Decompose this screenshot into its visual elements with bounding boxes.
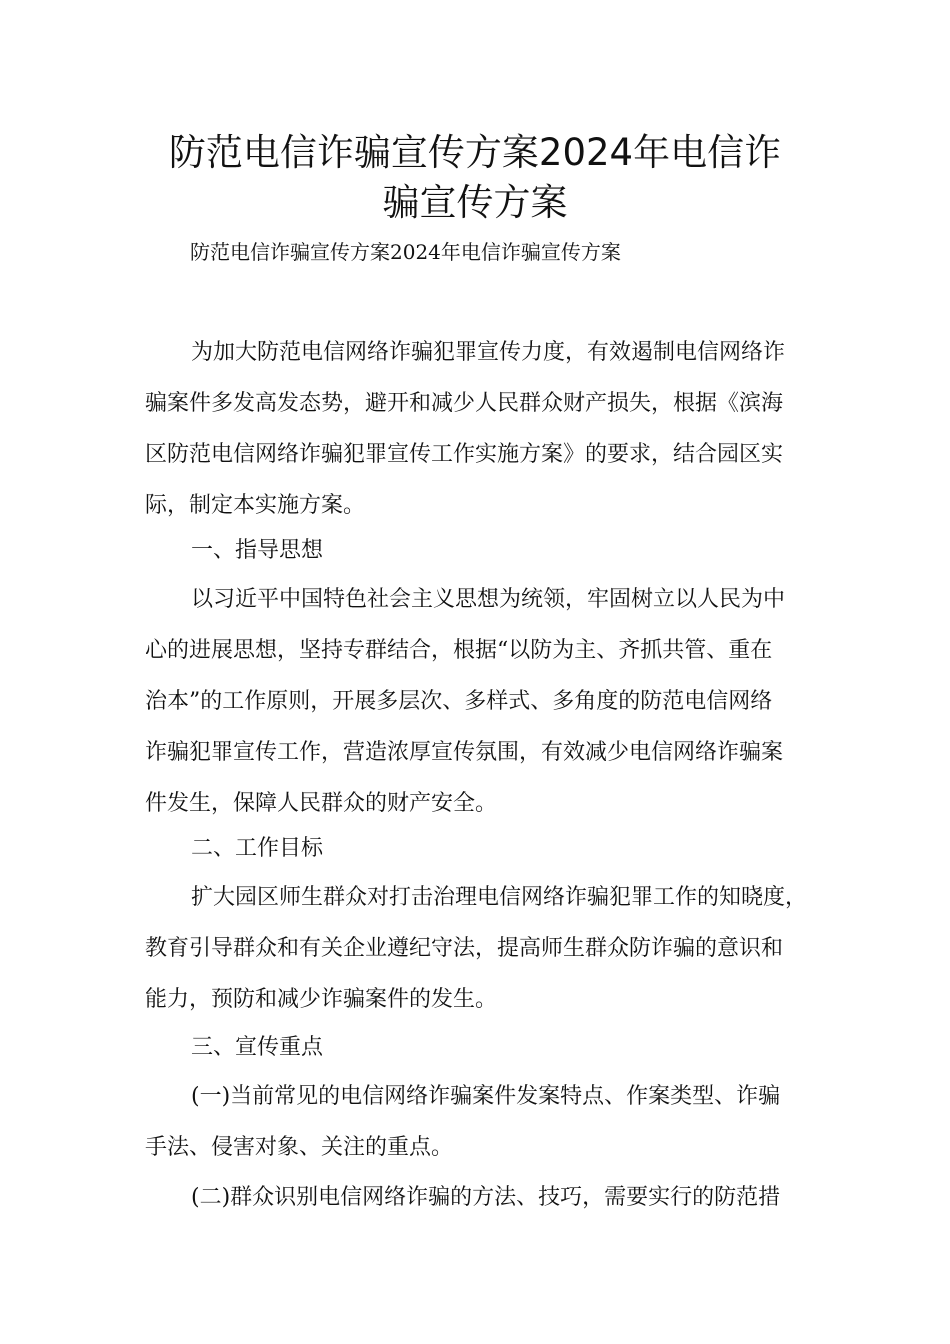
paragraph-line: 诈骗犯罪宣传工作，营造浓厚宣传氛围，有效减少电信网络诈骗案 [145,740,784,765]
title-line: 防范电信诈骗宣传方案2024年电信诈 [168,131,782,174]
item2-paragraph [145,1184,835,1235]
document-subtitle: 防范电信诈骗宣传方案2024年电信诈骗宣传方案 [190,240,621,264]
item1-paragraph [145,1083,835,1185]
intro-paragraph [145,339,835,543]
paragraph-line: 件发生，保障人民群众的财产安全。 [145,791,498,816]
paragraph-line: 骗案件多发高发态势，避开和减少人民群众财产损失，根据《滨海 [145,391,784,416]
paragraph-line: 心的进展思想，坚持专群结合，根据“以防为主、齐抓共管、重在 [145,638,773,663]
paragraph-line: 区防范电信网络诈骗犯罪宣传工作实施方案》的要求，结合园区实 [145,442,784,467]
title-line: 骗宣传方案 [382,181,568,224]
section-heading-guiding-ideology: 一、指导思想 [191,538,324,563]
paragraph-line: 教育引导群众和有关企业遵纪守法，提高师生群众防诈骗的意识和 [145,936,784,961]
paragraph-line: 际，制定本实施方案。 [145,493,366,518]
section-heading-publicity-focus: 三、宣传重点 [191,1035,324,1060]
paragraph-line: (二)群众识别电信网络诈骗的方法、技巧，需要实行的防范措 [191,1185,781,1210]
paragraph-line: 手法、侵害对象、关注的重点。 [145,1135,454,1160]
section-heading-work-goals: 二、工作目标 [191,836,324,861]
paragraph-line: 治本”的工作原则，开展多层次、多样式、多角度的防范电信网络 [145,689,773,714]
section2-paragraph [145,884,835,1037]
paragraph-line: 以习近平中国特色社会主义思想为统领，牢固树立以人民为中 [191,587,786,612]
paragraph-line: (一)当前常见的电信网络诈骗案件发案特点、作案类型、诈骗 [191,1084,781,1109]
paragraph-line: 为加大防范电信网络诈骗犯罪宣传力度，有效遏制电信网络诈 [191,340,786,365]
paragraph-line: 扩大园区师生群众对打击治理电信网络诈骗犯罪工作的知晓度， [191,885,808,910]
section1-paragraph [145,586,835,841]
document-title [100,128,850,228]
paragraph-line: 能力，预防和减少诈骗案件的发生。 [145,987,498,1012]
